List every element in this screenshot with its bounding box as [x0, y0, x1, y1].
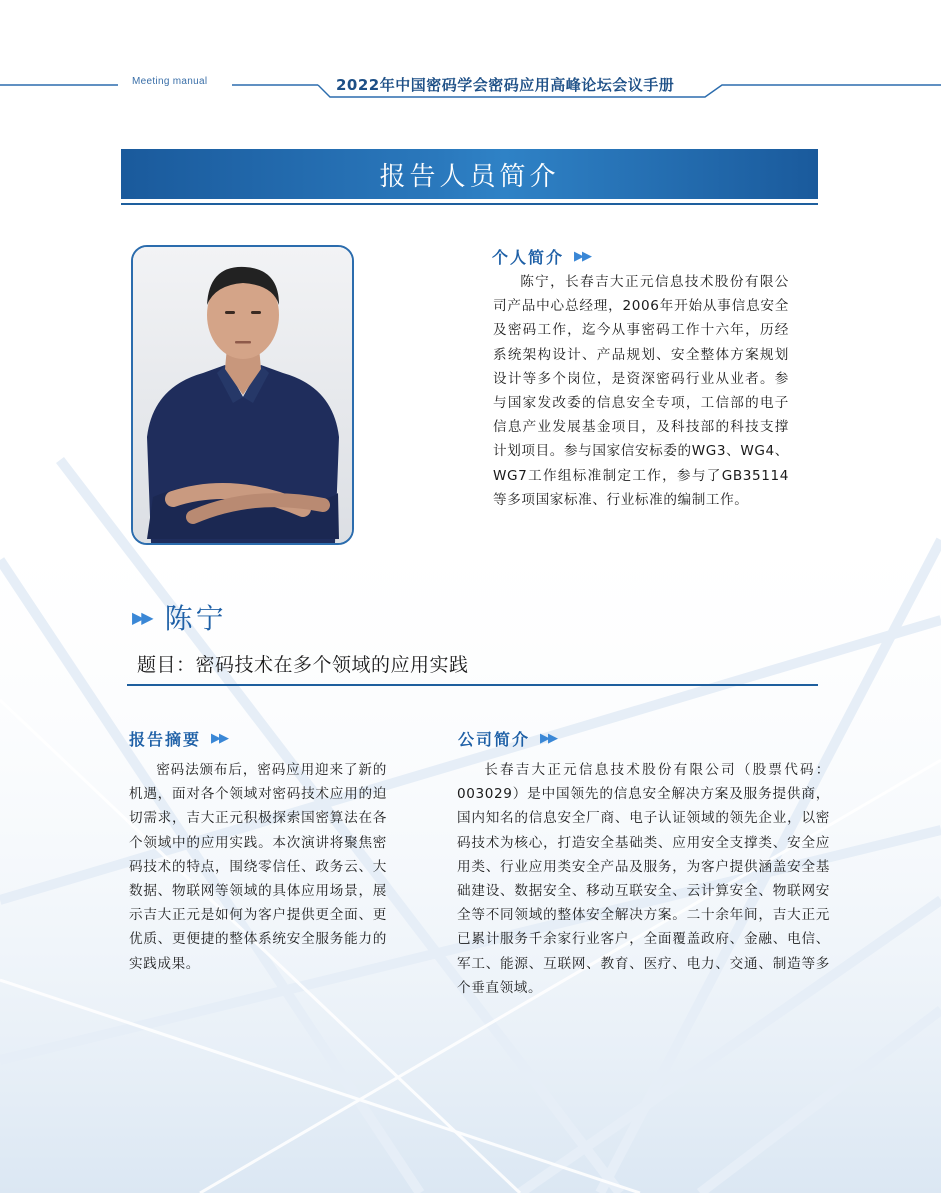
company-paragraph: 长春吉大正元信息技术股份有限公司（股票代码：003029）是中国领先的信息安全解决方案及服务提供商，国内知名的信息安全厂商、电子认证领域的领先企业，以密码技术为核心，打造安全基础类、应用安全支撑类、安全应用类、行业应用类安全产品及服务，为客户提供涵盖安全基础建设、数据安全、移动互联安全、云计算安全、物联网安全等不同领域的整体安全解决方案。二十余年间，吉大正元已累计服务千余家行业客户，全面覆盖政府、金融、电信、军工、能源、互联网、教育、医疗、电力、交通、制造等多个垂直领域。	[457, 762, 830, 996]
company-heading-label: 公司简介	[458, 730, 531, 749]
bio-heading-label: 个人简介	[492, 248, 565, 267]
abstract-paragraph: 密码法颁布后，密码应用迎来了新的机遇，面对各个领域对密码技术应用的迫切需求，吉大正元积极探索国密算法在各个领域中的应用实践。本次演讲将聚焦密码技术的特点，围绕零信任、政务云、大数据、物联网等领域的具体应用场景，展示吉大正元是如何为客户提供更全面、更优质、更便捷的整体系统安全服务能力的实践成果。	[129, 762, 387, 972]
talk-topic: 题目：密码技术在多个领域的应用实践	[137, 654, 469, 676]
speaker-name: 陈宁	[164, 602, 227, 635]
manual-title: 2022年中国密码学会密码应用高峰论坛会议手册	[336, 76, 675, 94]
double-chevron-right-icon: ▶▶	[132, 607, 151, 627]
speaker-name-row	[132, 597, 227, 637]
abstract-heading-label: 报告摘要	[129, 730, 202, 749]
banner-underline	[121, 203, 818, 205]
double-chevron-right-icon: ▶▶	[574, 249, 591, 264]
speaker-photo	[131, 245, 354, 545]
section-banner	[121, 149, 818, 199]
topic-underline	[127, 684, 818, 686]
header-left-label: Meeting manual	[132, 76, 208, 87]
bio-paragraph: 陈宁，长春吉大正元信息技术股份有限公司产品中心总经理，2006年开始从事信息安全及密码工作，迄今从事密码工作十六年，历经系统架构设计、产品规划、安全整体方案规划设计等多个岗位，是资深密码行业从业者。参与国家发改委的信息安全专项，工信部的电子信息产业发展基金项目，及科技部的科技支撑计划项目。参与国家信安标委的WG3、WG4、WG7工作组标准制定工作，参与了GB35114等多项国家标准、行业标准的编制工作。	[493, 274, 789, 508]
banner-title: 报告人员简介	[379, 161, 560, 192]
double-chevron-right-icon: ▶▶	[211, 731, 228, 746]
company-heading	[458, 727, 556, 750]
abstract-heading	[129, 727, 227, 750]
double-chevron-right-icon: ▶▶	[540, 731, 557, 746]
bio-heading	[492, 245, 590, 268]
speaker-portrait-image	[133, 247, 352, 543]
